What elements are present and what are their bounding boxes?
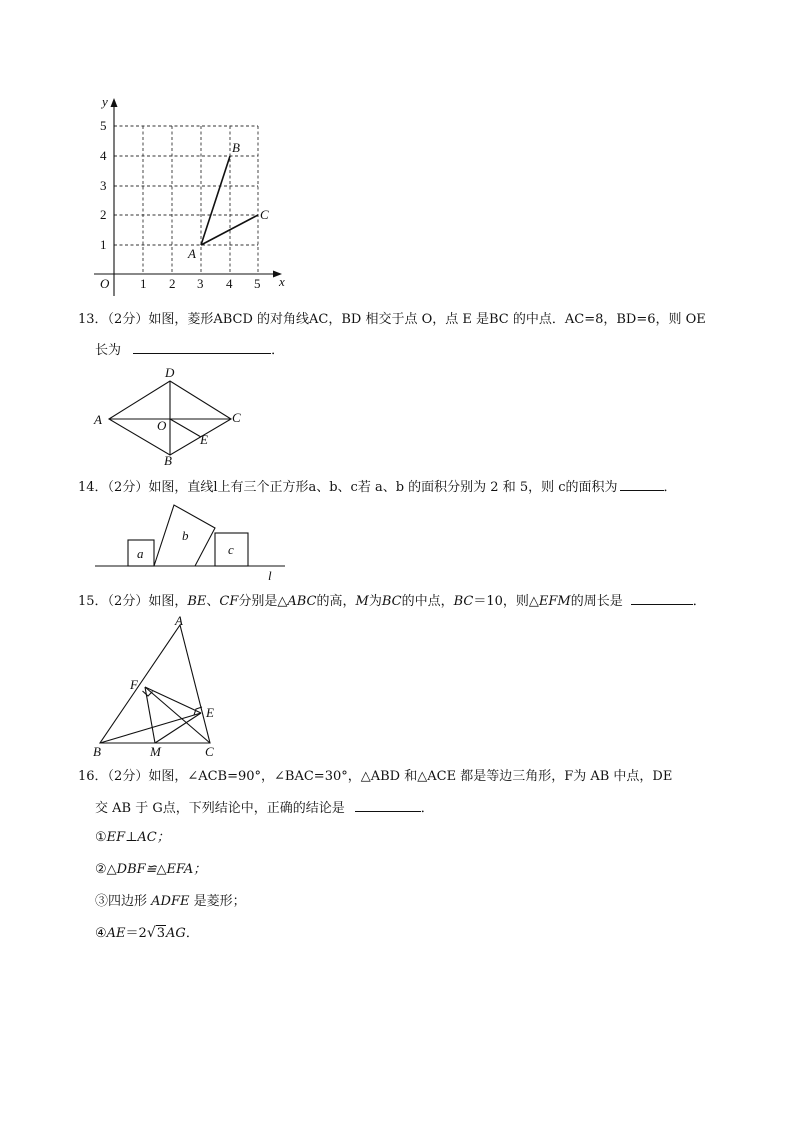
question-13-prefix: 长为 bbox=[95, 343, 122, 358]
question-15-answer-blank[interactable] bbox=[631, 590, 693, 605]
question-15-suffix: ． bbox=[692, 594, 706, 609]
q15-text-5: ＝10，则△ bbox=[473, 594, 539, 609]
q15-text-6: 的周长是 bbox=[570, 594, 623, 609]
x-tick-5: 5 bbox=[254, 276, 261, 291]
origin-label: O bbox=[100, 276, 110, 291]
triangle-heights-figure bbox=[88, 613, 228, 763]
question-15-prefix: 15．（2分）如图， bbox=[78, 594, 188, 609]
question-14-text: 14．（2分）如图，直线l上有三个正方形a、b、c若 a、b 的面积分别为 2 和 5，则 c的面积为 bbox=[78, 480, 618, 495]
rhombus-figure bbox=[90, 364, 250, 470]
q15-cf: CF bbox=[219, 594, 239, 609]
coordinate-grid-figure bbox=[90, 90, 300, 300]
x-axis-label: x bbox=[279, 274, 285, 289]
q15-bc-2: BC bbox=[453, 594, 474, 609]
option-4-suffix: ． bbox=[185, 926, 199, 941]
question-13-answer-blank[interactable] bbox=[133, 339, 271, 354]
tri-label-m: M bbox=[150, 744, 161, 759]
option-2-number: ② bbox=[95, 862, 107, 877]
q15-efm: EFM bbox=[538, 594, 571, 609]
tri-label-c: C bbox=[205, 744, 214, 759]
question-13-suffix: ． bbox=[271, 343, 285, 358]
tri-label-a: A bbox=[175, 613, 183, 628]
option-4-ae: AE bbox=[106, 926, 126, 941]
point-c-label: C bbox=[260, 207, 269, 222]
option-3-text-c: 是菱形； bbox=[189, 894, 246, 909]
square-a-label: a bbox=[137, 546, 144, 561]
q15-text-2: 的高， bbox=[316, 594, 356, 609]
question-13-line-1: 13．（2分）如图，菱形ABCD 的对角线AC，BD 相交于点 O，点 E 是BC 的中点．AC=8，BD=6，则 OE bbox=[78, 312, 706, 327]
x-tick-1: 1 bbox=[140, 276, 147, 291]
y-tick-3: 3 bbox=[100, 178, 107, 193]
option-4 bbox=[95, 922, 199, 945]
rhombus-label-d: D bbox=[165, 365, 175, 380]
q15-m: M bbox=[355, 594, 369, 609]
question-15-line-1 bbox=[78, 590, 706, 613]
q15-text-3: 为 bbox=[368, 594, 382, 609]
y-tick-1: 1 bbox=[100, 237, 107, 252]
question-14-line-1 bbox=[78, 476, 677, 499]
option-2 bbox=[95, 859, 206, 881]
option-1-text: EF⊥AC； bbox=[106, 830, 170, 845]
point-b-label: B bbox=[232, 140, 240, 155]
rhombus-label-e: E bbox=[200, 432, 208, 447]
tri-label-b: B bbox=[93, 744, 101, 759]
question-16-line-2 bbox=[95, 797, 434, 820]
x-tick-2: 2 bbox=[169, 276, 176, 291]
question-14-answer-blank[interactable] bbox=[620, 476, 664, 491]
option-4-radicand: 3 bbox=[156, 926, 166, 941]
rhombus-label-c: C bbox=[232, 410, 241, 425]
option-2-text: △DBF≌△EFA； bbox=[106, 862, 207, 877]
point-a-label: A bbox=[188, 246, 196, 261]
option-1-number: ① bbox=[95, 830, 107, 845]
option-4-equals: ＝2 bbox=[125, 926, 147, 941]
question-14-suffix: ． bbox=[663, 480, 677, 495]
q15-bc: BC bbox=[381, 594, 402, 609]
option-4-ag: AG bbox=[166, 926, 186, 941]
q15-sep: 、 bbox=[206, 594, 220, 609]
tri-label-e: E bbox=[206, 705, 214, 720]
option-3-text-b: ADFE bbox=[151, 894, 190, 909]
x-tick-3: 3 bbox=[197, 276, 204, 291]
q15-text-4: 的中点， bbox=[401, 594, 454, 609]
option-3-text-a: 四边形 bbox=[108, 894, 152, 909]
option-3 bbox=[95, 891, 246, 913]
y-tick-4: 4 bbox=[100, 148, 107, 163]
option-4-number: ④ bbox=[95, 926, 107, 941]
question-16-answer-blank[interactable] bbox=[355, 797, 421, 812]
y-tick-5: 5 bbox=[100, 118, 107, 133]
square-b-label: b bbox=[182, 528, 189, 543]
option-1 bbox=[95, 827, 170, 849]
rhombus-label-o: O bbox=[157, 418, 167, 433]
q15-abc: ABC bbox=[287, 594, 317, 609]
line-l-label: l bbox=[268, 568, 272, 583]
rhombus-label-b: B bbox=[164, 453, 172, 468]
question-16-prefix: 交 AB 于 G点，下列结论中，正确的结论是 bbox=[95, 801, 345, 816]
tri-label-f: F bbox=[130, 677, 138, 692]
x-tick-4: 4 bbox=[226, 276, 233, 291]
y-axis-label: y bbox=[102, 94, 108, 109]
option-3-number: ③ bbox=[95, 894, 109, 909]
question-16-suffix: ． bbox=[420, 801, 434, 816]
sqrt-sign-icon: √ bbox=[146, 925, 156, 941]
q15-text-1: 分别是△ bbox=[238, 594, 288, 609]
q15-be: BE bbox=[187, 594, 207, 609]
question-16-line-1: 16．（2分）如图，∠ACB=90°，∠BAC=30°，△ABD 和△ACE 都是等边三角形，F为 AB 中点，DE bbox=[78, 769, 673, 784]
squares-on-line-figure bbox=[90, 500, 290, 582]
square-c-label: c bbox=[228, 542, 234, 557]
y-tick-2: 2 bbox=[100, 207, 107, 222]
rhombus-label-a: A bbox=[94, 412, 102, 427]
question-13-line-2 bbox=[95, 339, 284, 362]
